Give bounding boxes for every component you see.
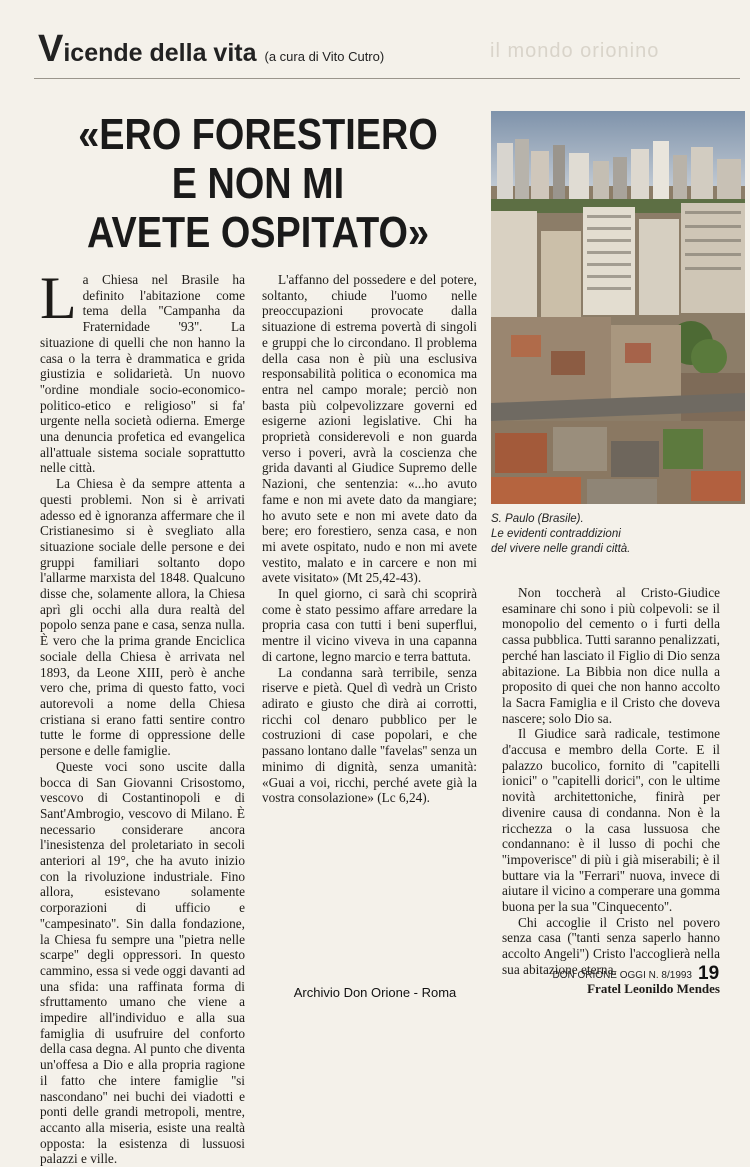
city-photo	[491, 111, 745, 504]
caption-line-1: Le evidenti contraddizioni	[491, 528, 621, 540]
column-1	[40, 265, 245, 1167]
paragraph-1	[40, 265, 245, 476]
paragraph-3: Queste voci sono uscite dalla bocca di San Giovanni Crisostomo, vescovo di Costantinopoli e di Sant'Ambrogio, vescovo di Milano. È necessario considerare ancora l'inesistenza del proletariato in secoli anteriori al 19°, che ha avuto inizio con la rivoluzione industriale. Fino allora, esistevano solamente corporazioni di ufficio e ''campesinato''. Sin dalla fondazione, la Chiesa fu sempre una ''pietra nelle scarpe'' degli oppressori. In questo cammino, essa si vede oggi davanti ad una sfida: una raffinata forma di sfruttamento umano che viene a impedire all'individuo e alla sua famiglia di usufruire del conforto della casa degna. Al punto che diventa un'offesa a Dio e alla propria ragione il fatto che intere famiglie ''si nascondano'' nei buchi dei viadotti e ponti delle grandi metropoli, mentre, accanto alla miseria, esiste una realtà opposta: la esistenza di lussuosi palazzi e ville.	[40, 758, 245, 1167]
section-heading	[38, 30, 384, 68]
column-2	[262, 272, 477, 806]
caption-line-2: del vivere nelle grandi città.	[491, 543, 631, 555]
title-line-1: «ERO FORESTIERO	[78, 110, 438, 159]
drop-cap: L	[40, 265, 77, 331]
photo-caption	[491, 512, 741, 557]
section-title: icende della vita	[63, 39, 257, 67]
paragraph-1-text: a Chiesa nel Brasile ha definito l'abitazione come tema della ''Campanha da Fraternidade '93''. La situazione di quelli che non hanno la casa o la terra è drammatica e grida giustizia e solidarietà. Un nuovo ''ordine mondiale socio-economico-politico-etico e religioso'' si fa' urgente nella società odierna. Emerge una denuncia profetica ed evangelica all'attuale sistema sociale soprattutto nelle città.	[40, 272, 245, 476]
section-initial: V	[38, 28, 64, 70]
caption-place: S. Paulo (Brasile).	[491, 513, 584, 525]
paragraph-9: Chi accoglie il Cristo nel povero senza casa (''tanti senza saperlo hanno accolto Angeli'') Cristo l'accoglierà nella sua abitazione eterna.	[502, 914, 720, 977]
paragraph-6: La condanna sarà terribile, senza riserve e pietà. Quel dì vedrà un Cristo adirato e giusto che dirà ai corrotti, ricchi col denaro pubblico per le costruzioni di case popolari, e che passano lontano dalle ''favelas'' senza un minimo di dignità, senza umanità: «Guai a voi, ricchi, perché avete già la vostra consolazione» (Lc 6,24).	[262, 664, 477, 806]
paragraph-2: La Chiesa è da sempre attenta a questi problemi. Non si è arrivati adesso ed è ignoranza affermare che il Cristianesimo si è svegliato alla situazione sociale delle persone e dei gruppi familiari soltanto dopo l'allarme marxista del 1848. Qualcuno disse che, solamente allora, la Chiesa aprì gli occhi alla dura realtà del popolo senza pane e casa, senza nulla. È vero che la prima grande Enciclica sociale della Chiesa è arrivata nel 1893, da Leone XIII, però è anche vero che, prima di questo fatto, voci autorevoli a nome della Chiesa cristiana si erano fatti sentire contro tutte le forme di oppressione delle persone e delle famiglie.	[40, 476, 245, 759]
paragraph-4: L'affanno del possedere e del potere, soltanto, chiude l'uomo nelle preoccupazioni provocate dalla situazione di estrema povertà di singoli e gruppi che lo circondano. Il problema della casa non è più una esclusiva responsabilità politica o economica ma entra nel campo morale; perciò non basta più colpevolizzare governi ed esigerne azioni legislative. Chi ha proprietà considerevoli e non guarda verso i poveri, avrà la coscienza che grida davanti al Giudice Supremo delle Nazioni, che sentenzia: «...ho avuto fame e non mi avete dato da mangiare; ho avuto sete e non mi avete dato da bere; ero forestiero, senza casa, e non mi avete ospitato, nudo e non mi avete vestito, malato e in carcere e non mi avete visitato» (Mt 25,42-43).	[262, 272, 477, 586]
faded-header-text: il mondo orionino	[490, 40, 660, 62]
magazine-footer: DON ORIONE OGGI N. 8/1993	[552, 970, 692, 981]
page-number: 19	[698, 963, 720, 984]
title-line-3: AVETE OSPITATO»	[86, 208, 430, 257]
paragraph-8: Il Giudice sarà radicale, testimone d'accusa e membro della Corte. E il palazzo bucolico, fornito di ''capitelli ionici'' o ''capitelli dorici'', con le ultime novità architettoniche, finirà per divenire causa di condanna. Non è la ricchezza o la casa lussuosa che condannano: è il lusso di pochi che ''impoverisce'' di più i già miserabili; è il buttare via la ''Ferrari'' nuova, invece di aiutare il vicino a comperare una gomma buona per la sua ''Cinquecento''.	[502, 726, 720, 915]
archive-credit: Archivio Don Orione - Roma	[293, 985, 457, 1000]
column-3	[502, 585, 720, 996]
paragraph-5: In quel giorno, ci sarà chi scoprirà come è stato pessimo affare arredare la propria casa con tutti i beni superflui, mentre il vicino viveva in una capanna di cartone, legno marcio e terra battuta.	[262, 586, 477, 664]
author-signature: Fratel Leonildo Mendes	[587, 980, 720, 996]
title-line-2: E NON MI	[171, 159, 345, 208]
header-rule	[34, 78, 740, 79]
section-curator: (a cura di Vito Cutro)	[264, 49, 385, 64]
article-title	[32, 110, 484, 257]
paragraph-7: Non toccherà al Cristo-Giudice esaminare chi sono i più colpevoli: se il monopolio del cemento o i furti della cassa pubblica. Tutti saranno penalizzati, perché han lasciato il Figlio di Dio senza abitazione. La Bibbia non dice nulla a proposito di quei che non hanno accolto la Sacra Famiglia e il Cristo che doveva nascere; solo Dio sa.	[502, 585, 720, 726]
